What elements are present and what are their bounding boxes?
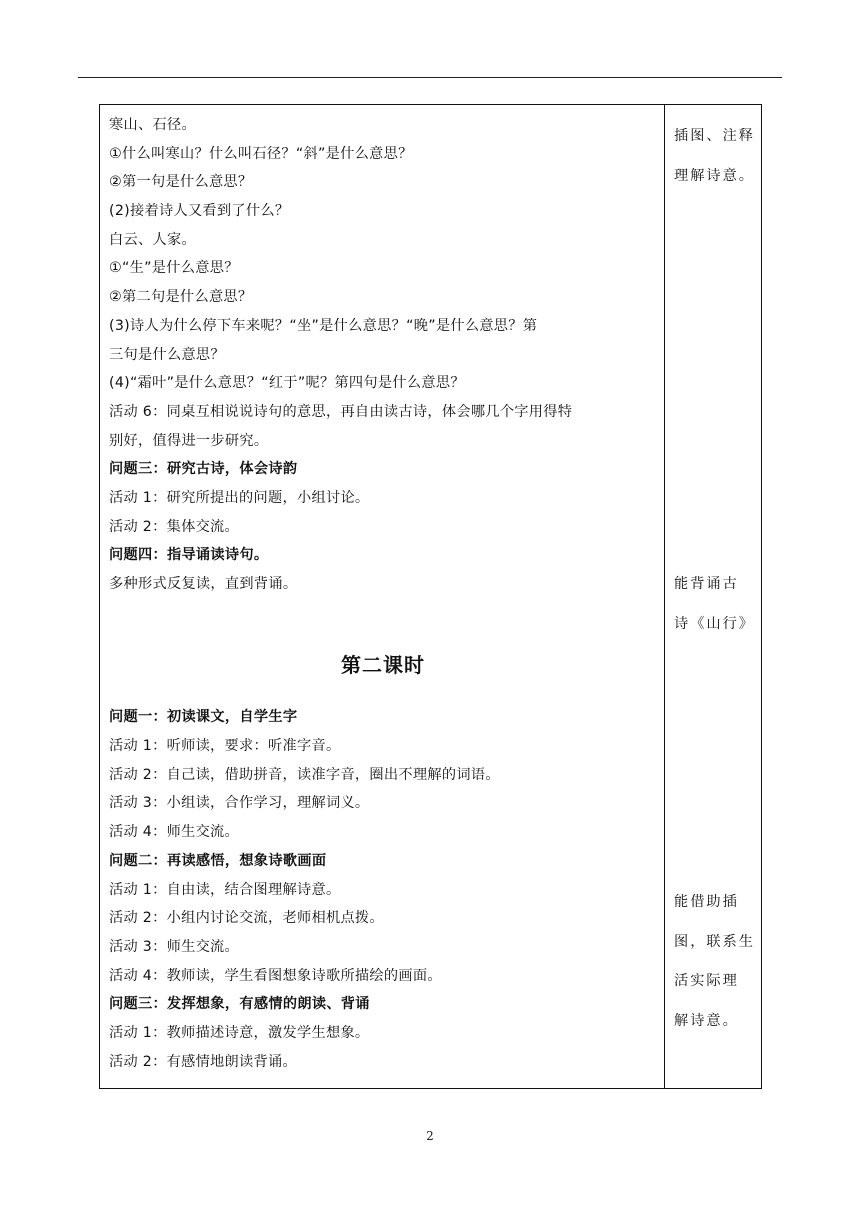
text-line: 活动 1：听师读，要求：听准字音。 (109, 738, 341, 755)
section-heading: 问题四：指导诵读诗句。 (109, 547, 269, 564)
note-line: 能背诵古 (674, 576, 739, 592)
teaching-process-column (109, 111, 657, 1076)
note-line: 插图、注释 (674, 128, 755, 144)
design-note-1 (674, 117, 758, 196)
section-heading: 问题一：初读课文，自学生字 (109, 709, 298, 726)
text-line: 白云、人家。 (109, 231, 196, 248)
text-line: 寒山、石径。 (109, 117, 196, 133)
section-heading: 问题三：研究古诗，体会诗韵 (109, 461, 298, 478)
lesson-one-content (109, 111, 657, 599)
blank-line (109, 599, 657, 628)
text-line: ②第二句是什么意思？ (109, 289, 253, 306)
lesson-plan-table (99, 104, 762, 1089)
text-line: (4)“霜叶”是什么意思？“红于”呢？第四句是什么意思？ (109, 375, 465, 392)
text-line: 活动 4：师生交流。 (109, 824, 240, 841)
text-line: 活动 1：自由读，结合图理解诗意。 (109, 881, 341, 898)
note-line: 图，联系生 (674, 933, 755, 950)
column-divider (664, 105, 665, 1088)
page-number: 2 (426, 1129, 434, 1143)
note-line: 理解诗意。 (674, 167, 755, 184)
text-line: 活动 6：同桌互相说说诗句的意思，再自由读古诗，体会哪几个字用得特 (109, 403, 573, 420)
lesson-two-content (109, 703, 657, 1076)
text-line: 多种形式反复读，直到背诵。 (109, 576, 298, 592)
note-line: 能借助插 (674, 894, 739, 910)
note-line: 解诗意。 (674, 1012, 739, 1029)
text-line: 活动 1：教师描述诗意，激发学生想象。 (109, 1024, 370, 1041)
lesson-title: 第二课时 (341, 653, 425, 678)
text-line: ②第一句是什么意思？ (109, 174, 253, 191)
text-line: 活动 4：教师读，学生看图想象诗歌所描绘的画面。 (109, 967, 442, 984)
text-line: 活动 2：小组内讨论交流，老师相机点拨。 (109, 910, 384, 927)
text-line: 活动 3：师生交流。 (109, 938, 240, 955)
design-note-3 (674, 883, 758, 1041)
text-line: 活动 2：集体交流。 (109, 518, 240, 535)
text-line: 活动 2：有感情地朗读背诵。 (109, 1053, 297, 1070)
text-line: 活动 1：研究所提出的问题，小组讨论。 (109, 489, 370, 506)
note-line: 诗《山行》 (674, 615, 755, 632)
text-line: 三句是什么意思？ (109, 346, 225, 363)
header-rule (78, 77, 782, 78)
text-line: 活动 2：自己读，借助拼音，读准字音，圈出不理解的词语。 (109, 766, 500, 783)
design-note-2 (674, 565, 758, 644)
text-line: 活动 3：小组读，合作学习，理解词义。 (109, 795, 370, 812)
text-line: (3)诗人为什么停下车来呢？“坐”是什么意思？“晚”是什么意思？第 (109, 317, 538, 334)
note-line: 活实际理 (674, 973, 739, 989)
text-line: ①什么叫寒山？什么叫石径？“斜”是什么意思？ (109, 145, 413, 162)
text-line: 别好，值得进一步研究。 (109, 432, 269, 449)
section-heading: 问题二：再读感悟，想象诗歌画面 (109, 852, 327, 869)
text-line: ①“生”是什么意思？ (109, 260, 239, 277)
section-heading: 问题三：发挥想象，有感情的朗读、背诵 (109, 996, 370, 1013)
text-line: (2)接着诗人又看到了什么？ (109, 203, 290, 220)
